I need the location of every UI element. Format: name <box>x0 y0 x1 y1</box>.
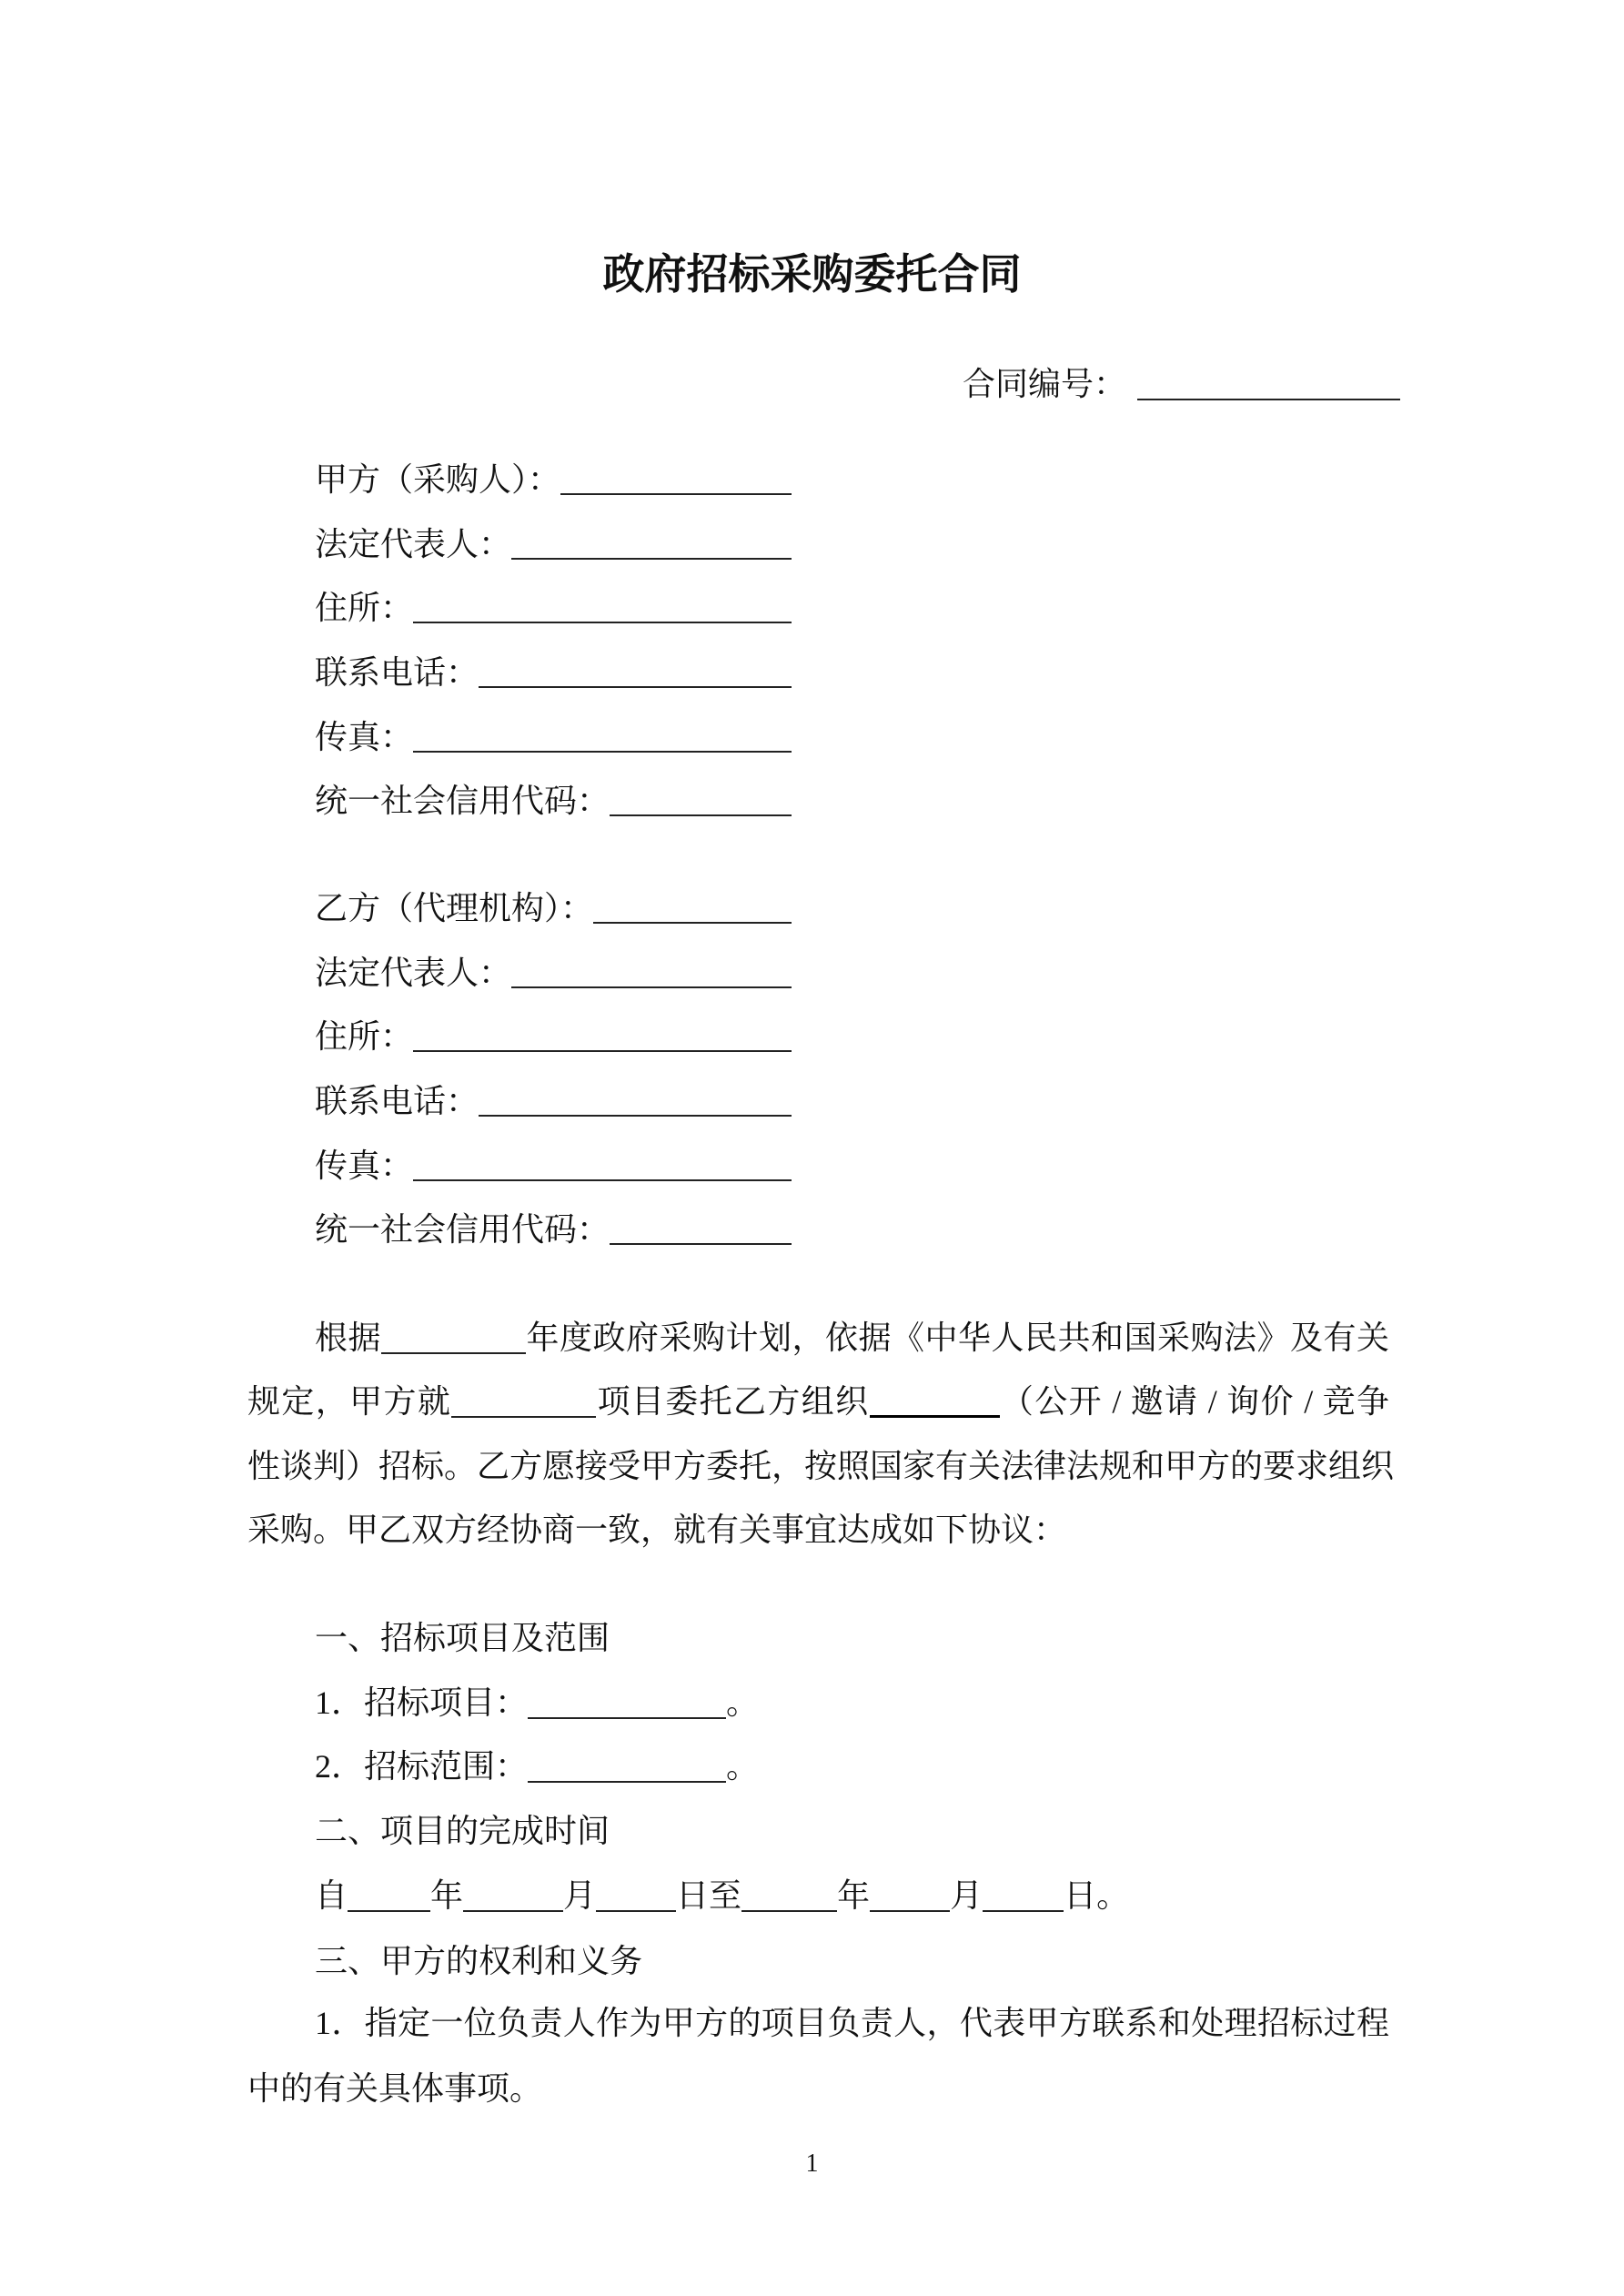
label: 住所： <box>315 1018 414 1055</box>
blank <box>413 1016 792 1052</box>
label: 传真： <box>315 719 414 755</box>
party-b-address <box>315 1014 792 1059</box>
text: 。 <box>726 1684 760 1721</box>
text: 日至 <box>676 1877 742 1914</box>
party-a-address <box>315 585 792 631</box>
blank <box>870 1877 950 1912</box>
blank <box>413 716 792 753</box>
text: （公开 / 邀请 / 询价 / 竞争 <box>999 1383 1389 1420</box>
blank <box>479 1080 792 1117</box>
bid-scope-line <box>315 1744 759 1789</box>
blank <box>610 780 792 816</box>
party-b-phone <box>315 1078 792 1124</box>
clause-3-1-line-2: 中的有关具体事项。 <box>247 2070 543 2107</box>
label: 统一社会信用代码： <box>315 783 610 819</box>
blank <box>741 1877 837 1912</box>
blank <box>560 459 792 495</box>
bid-project-line <box>315 1680 759 1725</box>
section-3-heading: 三、甲方的权利和义务 <box>315 1943 643 1979</box>
intro-line-2 <box>247 1379 1389 1424</box>
party-b-credit-code <box>315 1207 792 1252</box>
party-a-credit-code <box>315 778 792 824</box>
text: 自 <box>315 1877 348 1914</box>
label: 乙方（代理机构）： <box>315 890 594 926</box>
year-blank <box>381 1320 526 1354</box>
intro-line-1 <box>315 1315 1389 1360</box>
text: 年 <box>430 1877 464 1914</box>
party-b-rep <box>315 950 792 996</box>
project-blank <box>451 1383 596 1418</box>
blank <box>596 1877 676 1912</box>
label: 统一社会信用代码： <box>315 1211 610 1248</box>
blank <box>593 887 792 924</box>
blank <box>348 1877 430 1912</box>
text: 。 <box>726 1748 760 1785</box>
blank <box>511 523 792 560</box>
text: 日。 <box>1064 1877 1130 1914</box>
party-b-fax <box>315 1143 792 1188</box>
date-range-line <box>315 1873 1129 1918</box>
text: 根据 <box>315 1320 381 1356</box>
text: 年度政府采购计划，依据《中华人民共和国采购法》及有关 <box>526 1320 1389 1356</box>
text: 月 <box>563 1877 597 1914</box>
party-a-heading <box>315 457 792 502</box>
blank <box>610 1209 792 1245</box>
label: 甲方（采购人）： <box>315 461 561 498</box>
document-title: 政府招标采购委托合同 <box>602 251 1022 298</box>
label: 联系电话： <box>315 1083 479 1119</box>
blank <box>413 1145 792 1181</box>
party-a-phone <box>315 650 792 695</box>
label: 住所： <box>315 590 414 626</box>
label: 传真： <box>315 1148 414 1184</box>
blank <box>511 952 792 988</box>
page-number: 1 <box>805 2149 819 2178</box>
contract-number-line <box>963 361 1400 407</box>
intro-line-3: 性谈判）招标。乙方愿接受甲方委托，按照国家有关法律法规和甲方的要求组织 <box>247 1448 1395 1484</box>
blank <box>413 587 792 623</box>
label: 法定代表人： <box>315 526 512 562</box>
section-2-heading: 二、项目的完成时间 <box>315 1813 610 1849</box>
blank <box>463 1877 563 1912</box>
contract-number-blank <box>1137 366 1400 400</box>
text: 规定，甲方就 <box>247 1383 452 1420</box>
method-blank <box>870 1382 1000 1418</box>
label: 2．招标范围： <box>315 1748 529 1785</box>
section-1-heading: 一、招标项目及范围 <box>315 1620 610 1656</box>
blank <box>983 1877 1064 1912</box>
contract-number-label: 合同编号： <box>963 366 1127 402</box>
party-a-rep <box>315 521 792 567</box>
label: 联系电话： <box>315 654 479 691</box>
label: 法定代表人： <box>315 955 512 991</box>
clause-3-1-line-1: 1．指定一位负责人作为甲方的项目负责人，代表甲方联系和处理招标过程 <box>315 2005 1389 2041</box>
blank <box>528 1684 726 1719</box>
text: 年 <box>837 1877 871 1914</box>
label: 1．招标项目： <box>315 1684 529 1721</box>
intro-line-4: 采购。甲乙双方经协商一致，就有关事宜达成如下协议： <box>247 1512 1067 1548</box>
text: 项目委托乙方组织 <box>596 1383 870 1420</box>
party-b-heading <box>315 885 792 931</box>
blank <box>479 652 792 688</box>
blank <box>528 1748 726 1783</box>
party-a-fax <box>315 714 792 760</box>
text: 月 <box>950 1877 983 1914</box>
